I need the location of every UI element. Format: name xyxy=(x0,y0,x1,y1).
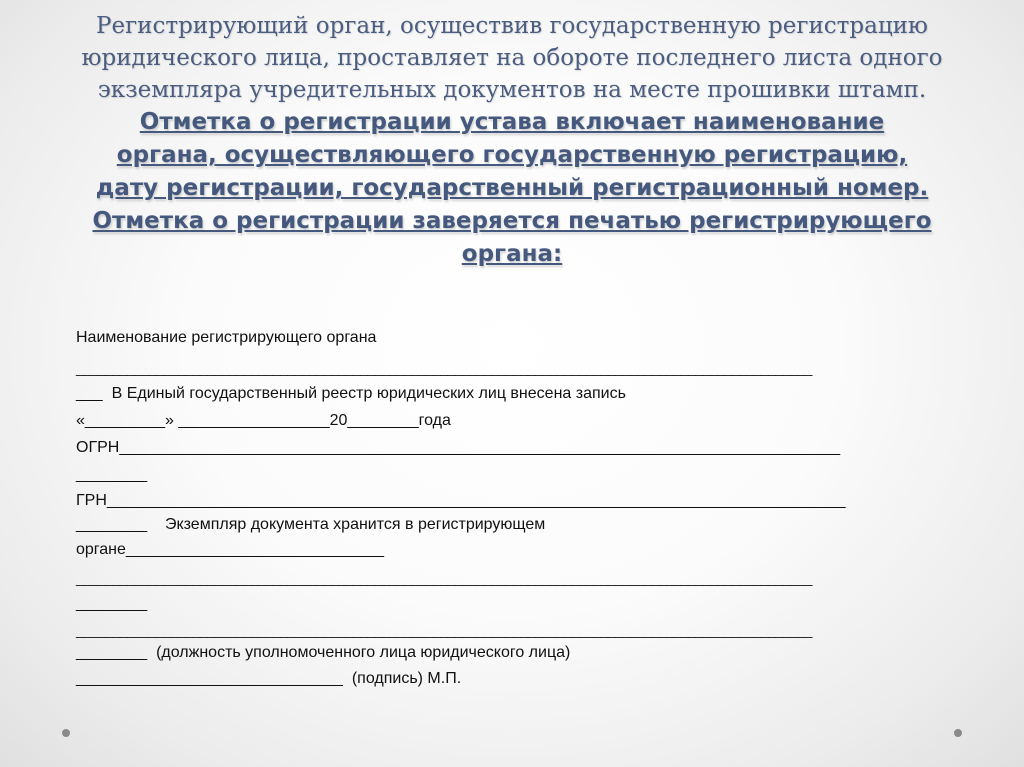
form-blank-line: _____________________________________________________________________________________________________ xyxy=(76,570,812,586)
form-line-signature: ______________________________ (подпись) М.П. xyxy=(76,670,462,687)
note-line-5: органа: xyxy=(461,241,563,267)
note-line-1: Отметка о регистрации устава включает наименование xyxy=(139,109,885,135)
intro-line-3: экземпляра учредительных документов на месте прошивки штамп. xyxy=(97,77,927,103)
form-line-body: органе_____________________________ xyxy=(76,541,384,558)
intro-line-1: Регистрирующий орган, осуществив государственную регистрацию xyxy=(96,13,928,39)
form-blank-line: _____________________________________________________________________________________________________ xyxy=(76,622,812,638)
note-line-3: дату регистрации, государственный регистрационный номер. xyxy=(95,175,929,201)
form-line-position: ________ (должность уполномоченного лица юридического лица) xyxy=(76,644,571,661)
note-line-2: органа, осуществляющего государственную регистрацию, xyxy=(116,142,908,168)
corner-dot-left xyxy=(62,729,70,737)
form-line-record: ___ В Единый государственный реестр юридических лиц внесена запись xyxy=(76,385,626,402)
intro-line-2: юридического лица, проставляет на обороте последнего листа одного xyxy=(81,45,943,71)
form-line-short-blank: ________ xyxy=(76,466,148,483)
slide-heading xyxy=(0,10,1024,271)
corner-dot-right xyxy=(954,729,962,737)
form-line-date: «_________» _________________20________года xyxy=(76,412,451,429)
form-blank-line: _____________________________________________________________________________________________________ xyxy=(76,360,812,376)
form-line-grn: ГРН___________________________________________________________________________________ xyxy=(76,492,846,509)
form-line-ogrn: ОГРН_________________________________________________________________________________ xyxy=(76,439,841,456)
form-line-short-blank: ________ xyxy=(76,595,148,612)
form-line-registering-body: Наименование регистрирующего органа xyxy=(76,329,377,346)
form-line-copy-stored: ________ Экземпляр документа хранится в регистрирующем xyxy=(76,516,546,533)
note-line-4: Отметка о регистрации заверяется печатью регистрирующего xyxy=(92,208,932,234)
